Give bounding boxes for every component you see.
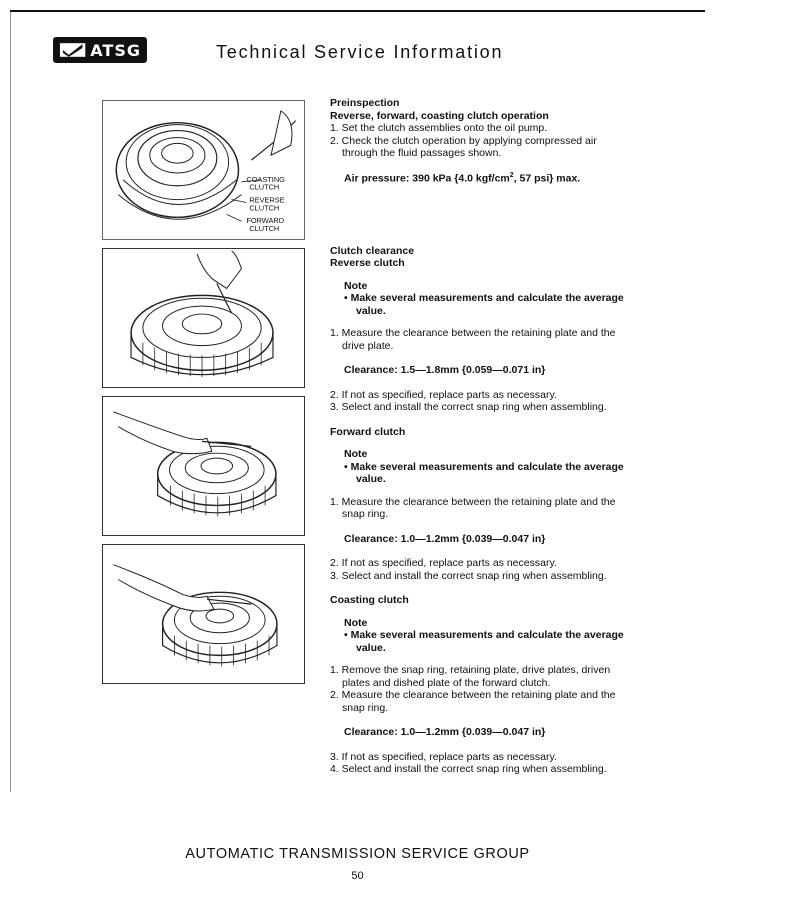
preinspection-subheading: Reverse, forward, coasting clutch operation xyxy=(330,109,549,122)
reverse-step-3: 3. Select and install the correct snap ring when assembling. xyxy=(330,401,607,413)
checkmark-icon xyxy=(59,41,86,59)
footer-org: AUTOMATIC TRANSMISSION SERVICE GROUP xyxy=(185,846,530,862)
figure-clutch-assemblies xyxy=(102,100,305,240)
coasting-step-2: 2. Measure the clearance between the retaining plate and the snap ring. xyxy=(330,689,616,714)
coasting-step-4: 4. Select and install the correct snap ring when assembling. xyxy=(330,763,607,775)
air-pressure-spec-prefix: Air pressure: 390 kPa {4.0 kgf/cm xyxy=(344,172,510,184)
svg-text:FORWARD: FORWARD xyxy=(246,216,285,226)
clutch-clearance-heading: Clutch clearance xyxy=(330,244,415,257)
reverse-step-1: 1. Measure the clearance between the retaining plate and the drive plate. xyxy=(330,327,616,352)
page-number: 50 xyxy=(351,870,364,882)
forward-step-3: 3. Select and install the correct snap ring when assembling. xyxy=(330,569,607,582)
svg-text:CLUTCH: CLUTCH xyxy=(249,224,280,234)
coasting-step-1: 1. Remove the snap ring, retaining plate, drive plates, driven plates and dished plate of the forward clutch. xyxy=(330,664,611,689)
forward-note-bullet: • Make several measurements and calculate the average value. xyxy=(344,460,624,485)
reverse-note-title: Note xyxy=(344,279,368,292)
coasting-note-title: Note xyxy=(344,616,368,629)
atsg-logo xyxy=(53,37,147,63)
preinspection-heading: Preinspection xyxy=(330,97,400,109)
svg-text:COASTING: COASTING xyxy=(246,174,285,184)
top-rule xyxy=(10,10,705,12)
reverse-note-bullet: • Make several measurements and calculate the average value. xyxy=(344,292,624,317)
reverse-clearance-spec: Clearance: 1.5—1.8mm {0.059—0.071 in} xyxy=(344,364,546,376)
figure-reverse-clutch-measure xyxy=(102,248,305,388)
forward-note-title: Note xyxy=(344,448,368,460)
page-title: Technical Service Information xyxy=(216,42,504,62)
forward-step-2: 2. If not as specified, replace parts as necessary. xyxy=(330,557,557,569)
air-pressure-spec xyxy=(344,170,630,185)
figure-coasting-clutch-measure xyxy=(102,544,305,684)
reverse-clutch-illustration xyxy=(103,249,304,387)
figure-forward-clutch-measure xyxy=(102,396,305,536)
forward-step-1: 1. Measure the clearance between the retaining plate and the snap ring. xyxy=(330,495,616,520)
coasting-clutch-heading: Coasting clutch xyxy=(330,594,409,606)
svg-text:REVERSE: REVERSE xyxy=(249,195,285,205)
clutch-assembly-illustration xyxy=(103,101,304,239)
svg-text:CLUTCH: CLUTCH xyxy=(249,182,280,192)
reverse-clutch-heading: Reverse clutch xyxy=(330,257,405,269)
svg-text:CLUTCH: CLUTCH xyxy=(249,203,280,213)
coasting-step-3: 3. If not as specified, replace parts as necessary. xyxy=(330,750,557,763)
left-rule xyxy=(10,12,11,792)
forward-clutch-illustration xyxy=(103,397,304,535)
coasting-clutch-illustration xyxy=(103,545,304,683)
text-column xyxy=(330,97,630,776)
coasting-clearance-spec: Clearance: 1.0—1.2mm {0.039—0.047 in} xyxy=(344,726,546,738)
forward-clearance-spec: Clearance: 1.0—1.2mm {0.039—0.047 in} xyxy=(344,532,546,545)
logo-text: ATSG xyxy=(90,40,141,60)
reverse-step-2: 2. If not as specified, replace parts as necessary. xyxy=(330,388,557,401)
preinspection-step-1: 1. Set the clutch assemblies onto the oil pump. xyxy=(330,122,548,134)
air-pressure-spec-suffix: , 57 psi} max. xyxy=(513,172,581,184)
coasting-note-bullet: • Make several measurements and calculate the average value. xyxy=(344,629,624,654)
forward-clutch-heading: Forward clutch xyxy=(330,425,406,438)
air-pressure-spec-sup: 2 xyxy=(509,171,514,179)
preinspection-step-2: 2. Check the clutch operation by applying compressed air through the fluid passages shown. xyxy=(330,134,597,159)
